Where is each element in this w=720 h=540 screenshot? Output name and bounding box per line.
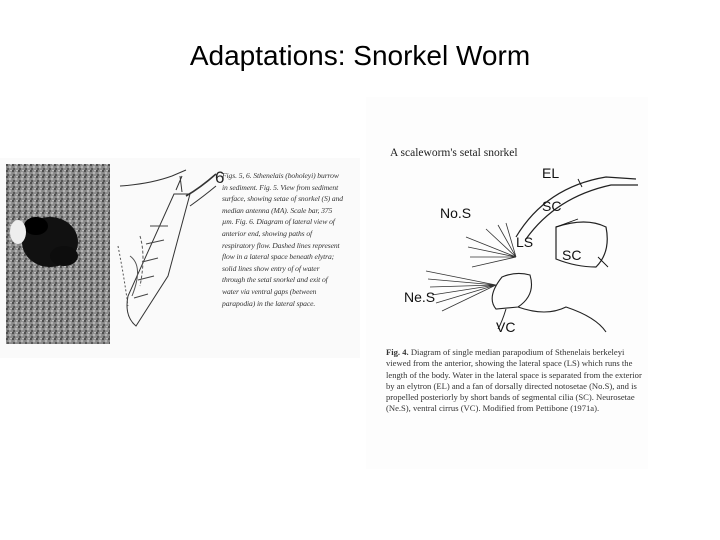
label-ls: LS	[516, 234, 534, 250]
burrow-photo	[6, 164, 110, 344]
parapodium-diagram	[406, 167, 646, 342]
right-figure	[366, 97, 648, 469]
figure-number: 6	[215, 168, 225, 187]
label-nos: No.S	[440, 205, 472, 221]
label-sc-bottom: SC	[562, 247, 582, 263]
caption-figure-label: Fig. 4.	[386, 347, 409, 357]
right-figure-caption	[386, 347, 642, 415]
label-sc-top: SC	[542, 198, 562, 214]
slide-title: Adaptations: Snorkel Worm	[189, 40, 531, 71]
label-nes: Ne.S	[404, 289, 436, 305]
left-figure-caption: Figs. 5, 6. Sthenelais (boholeyi) burrow in sediment. Fig. 5. View from sediment surface, showing setae of snorkel (S) and median antenna (MA). Scale bar, 375 µm. Fig. 6. Diagram of lateral view of anterior end, showing paths of respiratory flow. Dashed lines represent flow in a lateral space beneath elytra; solid lines show entry of of water through the setal snorkel and exit of water via ventral gaps (between parapodia) in the lateral space.	[222, 171, 343, 308]
label-vc: VC	[496, 319, 516, 335]
worm-lateral-diagram	[110, 166, 220, 346]
label-el: EL	[542, 165, 560, 181]
diagram-heading: A scaleworm's setal snorkel	[390, 147, 518, 159]
caption-text: Diagram of single median parapodium of Sthenelais berkeleyi viewed from the anterior, showing the lateral space (LS) which runs the length of the body. Water in the lateral space is separated from the exterior by an elytron (EL) and a fan of dorsally directed notosetae (No.S), and is propelled posteriorly by short bands of segmental cilia (SC). Neurosetae (Ne.S), ventral cirrus (VC). Modified from Pettibone (1971a).	[386, 347, 642, 414]
left-figure	[0, 158, 360, 358]
